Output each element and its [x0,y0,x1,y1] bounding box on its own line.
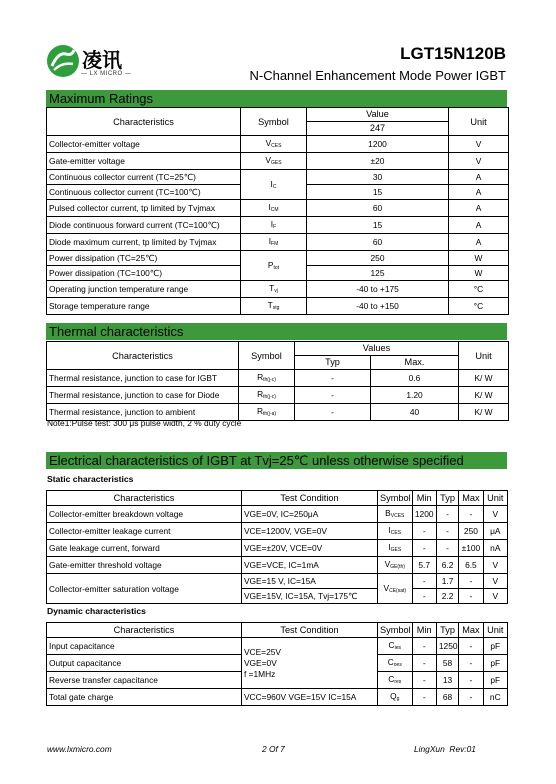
col-test-condition: Test Condition [241,623,377,638]
symbol-letter: B [385,508,391,518]
col-characteristics: Characteristics [47,108,241,136]
symbol-subscript: CM [270,207,279,213]
col-unit: Unit [483,623,507,638]
table-row [47,523,508,540]
row-max: 6.5 [459,557,483,574]
row-min: 5.7 [412,557,436,574]
symbol-letter: R [257,372,264,382]
footer-brand [414,744,476,754]
row-symbol [378,506,413,523]
row-max: 0.6 [371,370,459,387]
table-row [47,298,509,315]
row-min: - [412,589,436,604]
row-characteristic: Collector-emitter breakdown voltage [47,506,242,523]
col-characteristics: Characteristics [47,623,242,638]
row-symbol [239,404,295,421]
row-symbol [378,523,413,540]
row-max: - [459,655,483,672]
row-unit: A [449,170,509,185]
row-unit: V [483,557,507,574]
col-max: Max. [371,356,459,370]
row-max: - [459,574,483,589]
row-characteristic: Total gate charge [47,689,242,706]
table-row [47,540,508,557]
row-min: - [412,523,436,540]
thermal-note: Note1:Pulse test: 300 μs pulse width, 2 % duty cycle [47,418,242,428]
row-symbol [241,153,307,170]
row-value: 60 [307,200,449,217]
row-symbol [378,672,413,689]
row-symbol [241,251,307,281]
row-unit: V [483,574,507,589]
row-unit: pF [483,655,507,672]
row-unit: K/ W [459,370,509,387]
row-typ: 1.7 [436,574,458,589]
row-min: - [412,689,436,706]
test-condition-line: VCE=25V [243,646,281,657]
row-typ: - [295,370,371,387]
row-characteristic: Storage temperature range [47,298,241,315]
row-characteristic: Diode continuous forward current (TC=100℃) [47,217,241,234]
row-value: -40 to +175 [307,281,449,298]
row-typ: 68 [436,689,458,706]
col-max: Max [459,491,483,506]
table-row [47,217,509,234]
section-thermal-title: Thermal characteristics [46,323,507,340]
logo-mark-icon [46,44,80,78]
symbol-subscript: CES [271,143,282,149]
table-row [47,638,508,655]
row-max: - [459,689,483,706]
row-max: - [459,638,483,655]
row-typ: - [295,404,371,421]
static-table [46,490,508,604]
table-row [47,200,509,217]
row-characteristic: Reverse transfer capacitance [47,672,242,689]
col-characteristics: Characteristics [47,491,242,506]
table-row [47,234,509,251]
row-unit: V [449,136,509,153]
symbol-letter: R [257,389,264,399]
footer-url[interactable]: www.lxmicro.com [47,744,112,754]
test-condition-line: f =1MHz [243,668,276,679]
row-characteristic: Pulsed collector current, tp limited by Tvjmax [47,200,241,217]
row-symbol [241,298,307,315]
col-value: Value [307,108,449,122]
row-characteristic: Diode maximum current, tp limited by Tvjmax [47,234,241,251]
row-unit: V [483,506,507,523]
row-symbol [241,136,307,153]
row-symbol [378,574,413,604]
row-value: ±20 [307,153,449,170]
symbol-subscript: C [272,183,277,190]
table-row [47,370,509,387]
col-symbol: Symbol [239,342,295,370]
symbol-subscript: F [273,224,277,230]
part-number: LGT15N120B [400,44,506,63]
symbol-letter: C [388,640,395,650]
logo-chinese-text: 凌讯 [82,48,122,72]
symbol-letter: V [265,155,272,165]
symbol-letter: R [256,406,263,416]
table-row [47,574,508,589]
table-row [47,689,508,706]
col-min: Min [412,623,436,638]
footer-brand-name: LingXun [414,744,445,754]
row-max: 40 [371,404,459,421]
static-title: Static characteristics [47,474,134,484]
row-max: - [459,589,483,604]
symbol-letter: V [265,138,272,148]
col-characteristics: Characteristics [47,342,239,370]
symbol-letter: Q [390,691,397,701]
row-unit: W [449,251,509,266]
row-value: 15 [307,217,449,234]
row-characteristic: Power dissipation (TC=25℃) [47,251,241,266]
row-characteristic: Thermal resistance, junction to case for IGBT [47,370,239,387]
table-row [47,153,509,170]
row-characteristic: Output capacitance [47,655,242,672]
max-ratings-table [46,107,509,315]
row-min: - [412,655,436,672]
col-max: Max [459,623,483,638]
row-test-condition: VGE=15V, IC=15A, Tvj=175℃ [241,589,377,604]
row-characteristic: Thermal resistance, junction to case for Diode [47,387,239,404]
row-characteristic: Continuous collector current (TC=100℃) [47,185,241,200]
col-typ: Typ [436,491,458,506]
row-value: 30 [307,170,449,185]
table-row [47,136,509,153]
row-min: - [412,672,436,689]
row-symbol [239,387,295,404]
row-symbol [241,170,307,200]
row-max: - [459,672,483,689]
row-characteristic: Collector-emitter leakage current [47,523,242,540]
row-characteristic: Collector-emitter voltage [47,136,241,153]
row-typ: 58 [436,655,458,672]
symbol-subscript: vj [274,288,278,294]
symbol-subscript: CE(sat) [389,587,407,594]
logo-english-text: — LX MICRO — [81,71,132,77]
row-unit: K/ W [459,404,509,421]
row-unit: A [449,234,509,251]
row-unit: °C [449,298,509,315]
col-test-condition: Test Condition [241,491,377,506]
row-min: - [412,574,436,589]
row-unit: A [449,200,509,217]
footer-revision: Rev:01 [449,744,476,754]
test-condition-line: VGE=0V [243,657,277,668]
symbol-letter: I [388,542,391,552]
row-min: - [412,638,436,655]
dynamic-table [46,622,508,706]
row-characteristic: Continuous collector current (TC=25℃) [47,170,241,185]
section-max-ratings-title: Maximum Ratings [46,90,507,107]
table-row [47,251,509,266]
symbol-letter: C [388,674,395,684]
symbol-subscript: VCES [390,513,405,519]
symbol-letter: C [387,657,394,667]
company-logo [46,44,132,84]
row-typ: 2.2 [436,589,458,604]
row-unit: V [449,153,509,170]
symbol-subscript: th(j-a) [263,411,277,417]
row-typ: - [436,523,458,540]
symbol-subscript: GES [390,547,402,553]
row-unit: pF [483,672,507,689]
row-characteristic: Gate-emitter voltage [47,153,241,170]
col-value-package: 247 [307,122,449,136]
col-symbol: Symbol [378,491,413,506]
row-characteristic: Gate-emitter threshold voltage [47,557,242,574]
col-unit: Unit [449,108,509,136]
symbol-subscript: g [396,696,400,702]
row-unit: W [449,266,509,281]
symbol-letter: I [270,219,274,229]
row-unit: pF [483,638,507,655]
col-unit: Unit [459,342,509,370]
dynamic-title: Dynamic characteristics [47,606,146,616]
row-min: - [412,540,436,557]
row-value: 1200 [307,136,449,153]
row-test-condition: VGE=15 V, IC=15A [241,574,377,589]
symbol-letter: P [267,259,274,270]
col-min: Min [412,491,436,506]
symbol-subscript: th(j-c) [263,394,276,400]
row-max: ±100 [459,540,483,557]
symbol-letter: I [268,202,271,212]
section-electrical-title: Electrical characteristics of IGBT at Tvj=25℃ unless otherwise specified [46,452,507,469]
symbol-subscript: oes [393,662,402,668]
symbol-subscript: res [394,679,402,685]
row-characteristic: Input capacitance [47,638,242,655]
col-symbol: Symbol [241,108,307,136]
row-value: 60 [307,234,449,251]
row-max: 250 [459,523,483,540]
row-value: 250 [307,251,449,266]
symbol-subscript: tot [273,264,280,271]
symbol-letter: V [384,559,391,569]
row-unit: V [483,589,507,604]
row-max: - [459,506,483,523]
row-symbol [241,217,307,234]
row-unit: A [449,185,509,200]
row-symbol [378,689,413,706]
row-min: 1200 [412,506,436,523]
row-typ: - [436,540,458,557]
table-row [47,557,508,574]
symbol-subscript: CES [390,530,402,536]
row-typ: - [295,387,371,404]
col-typ: Typ [436,623,458,638]
row-symbol [239,370,295,387]
row-test-condition: VCE=1200V, VGE=0V [241,523,377,540]
row-test-condition: VCC=960V VGE=15V IC=15A [241,689,377,706]
row-typ: 1250 [436,638,458,655]
row-symbol [378,638,413,655]
symbol-subscript: ies [394,645,401,651]
row-characteristic: Gate leakage current, forward [47,540,242,557]
row-symbol [378,540,413,557]
row-typ: 13 [436,672,458,689]
col-values: Values [295,342,459,356]
symbol-letter: I [270,178,273,189]
row-characteristic: Thermal resistance, junction to ambient [47,404,239,421]
symbol-letter: I [268,236,272,246]
row-characteristic: Collector-emitter saturation voltage [47,574,242,604]
symbol-letter: I [388,525,391,535]
table-row [47,281,509,298]
col-symbol: Symbol [378,623,413,638]
row-symbol [378,557,413,574]
row-symbol [241,200,307,217]
row-test-condition: VGE=0V, IC=250μA [241,506,377,523]
row-characteristic: Operating junction temperature range [47,281,241,298]
symbol-letter: V [383,582,390,593]
row-unit: nC [483,689,507,706]
row-test-condition: VGE=VCE, IC=1mA [241,557,377,574]
table-row [47,170,509,185]
row-unit: A [449,217,509,234]
row-characteristic: Power dissipation (TC=100℃) [47,266,241,281]
symbol-subscript: FM [271,241,279,247]
row-unit: K/ W [459,387,509,404]
row-symbol [241,234,307,251]
col-typ: Typ [295,356,371,370]
thermal-table [46,341,509,421]
row-symbol [378,655,413,672]
table-row [47,387,509,404]
symbol-subscript: GES [271,160,282,166]
row-unit: μA [483,523,507,540]
row-value: 125 [307,266,449,281]
symbol-letter: T [267,300,273,310]
page-subtitle: N-Channel Enhancement Mode Power IGBT [249,68,506,83]
row-value: -40 to +150 [307,298,449,315]
symbol-subscript: GE(th) [390,564,405,570]
row-typ: 6.2 [436,557,458,574]
symbol-letter: T [269,283,275,293]
symbol-subscript: stg [272,305,280,311]
row-unit: °C [449,281,509,298]
row-typ: - [436,506,458,523]
row-unit: nA [483,540,507,557]
footer-page-number: 2 Of 7 [262,744,285,754]
row-max: 1.20 [371,387,459,404]
col-unit: Unit [483,491,507,506]
row-test-condition [241,638,377,689]
row-test-condition: VGE=±20V, VCE=0V [241,540,377,557]
symbol-subscript: th(j-c) [263,377,276,383]
table-row [47,506,508,523]
row-symbol [241,281,307,298]
row-value: 15 [307,185,449,200]
